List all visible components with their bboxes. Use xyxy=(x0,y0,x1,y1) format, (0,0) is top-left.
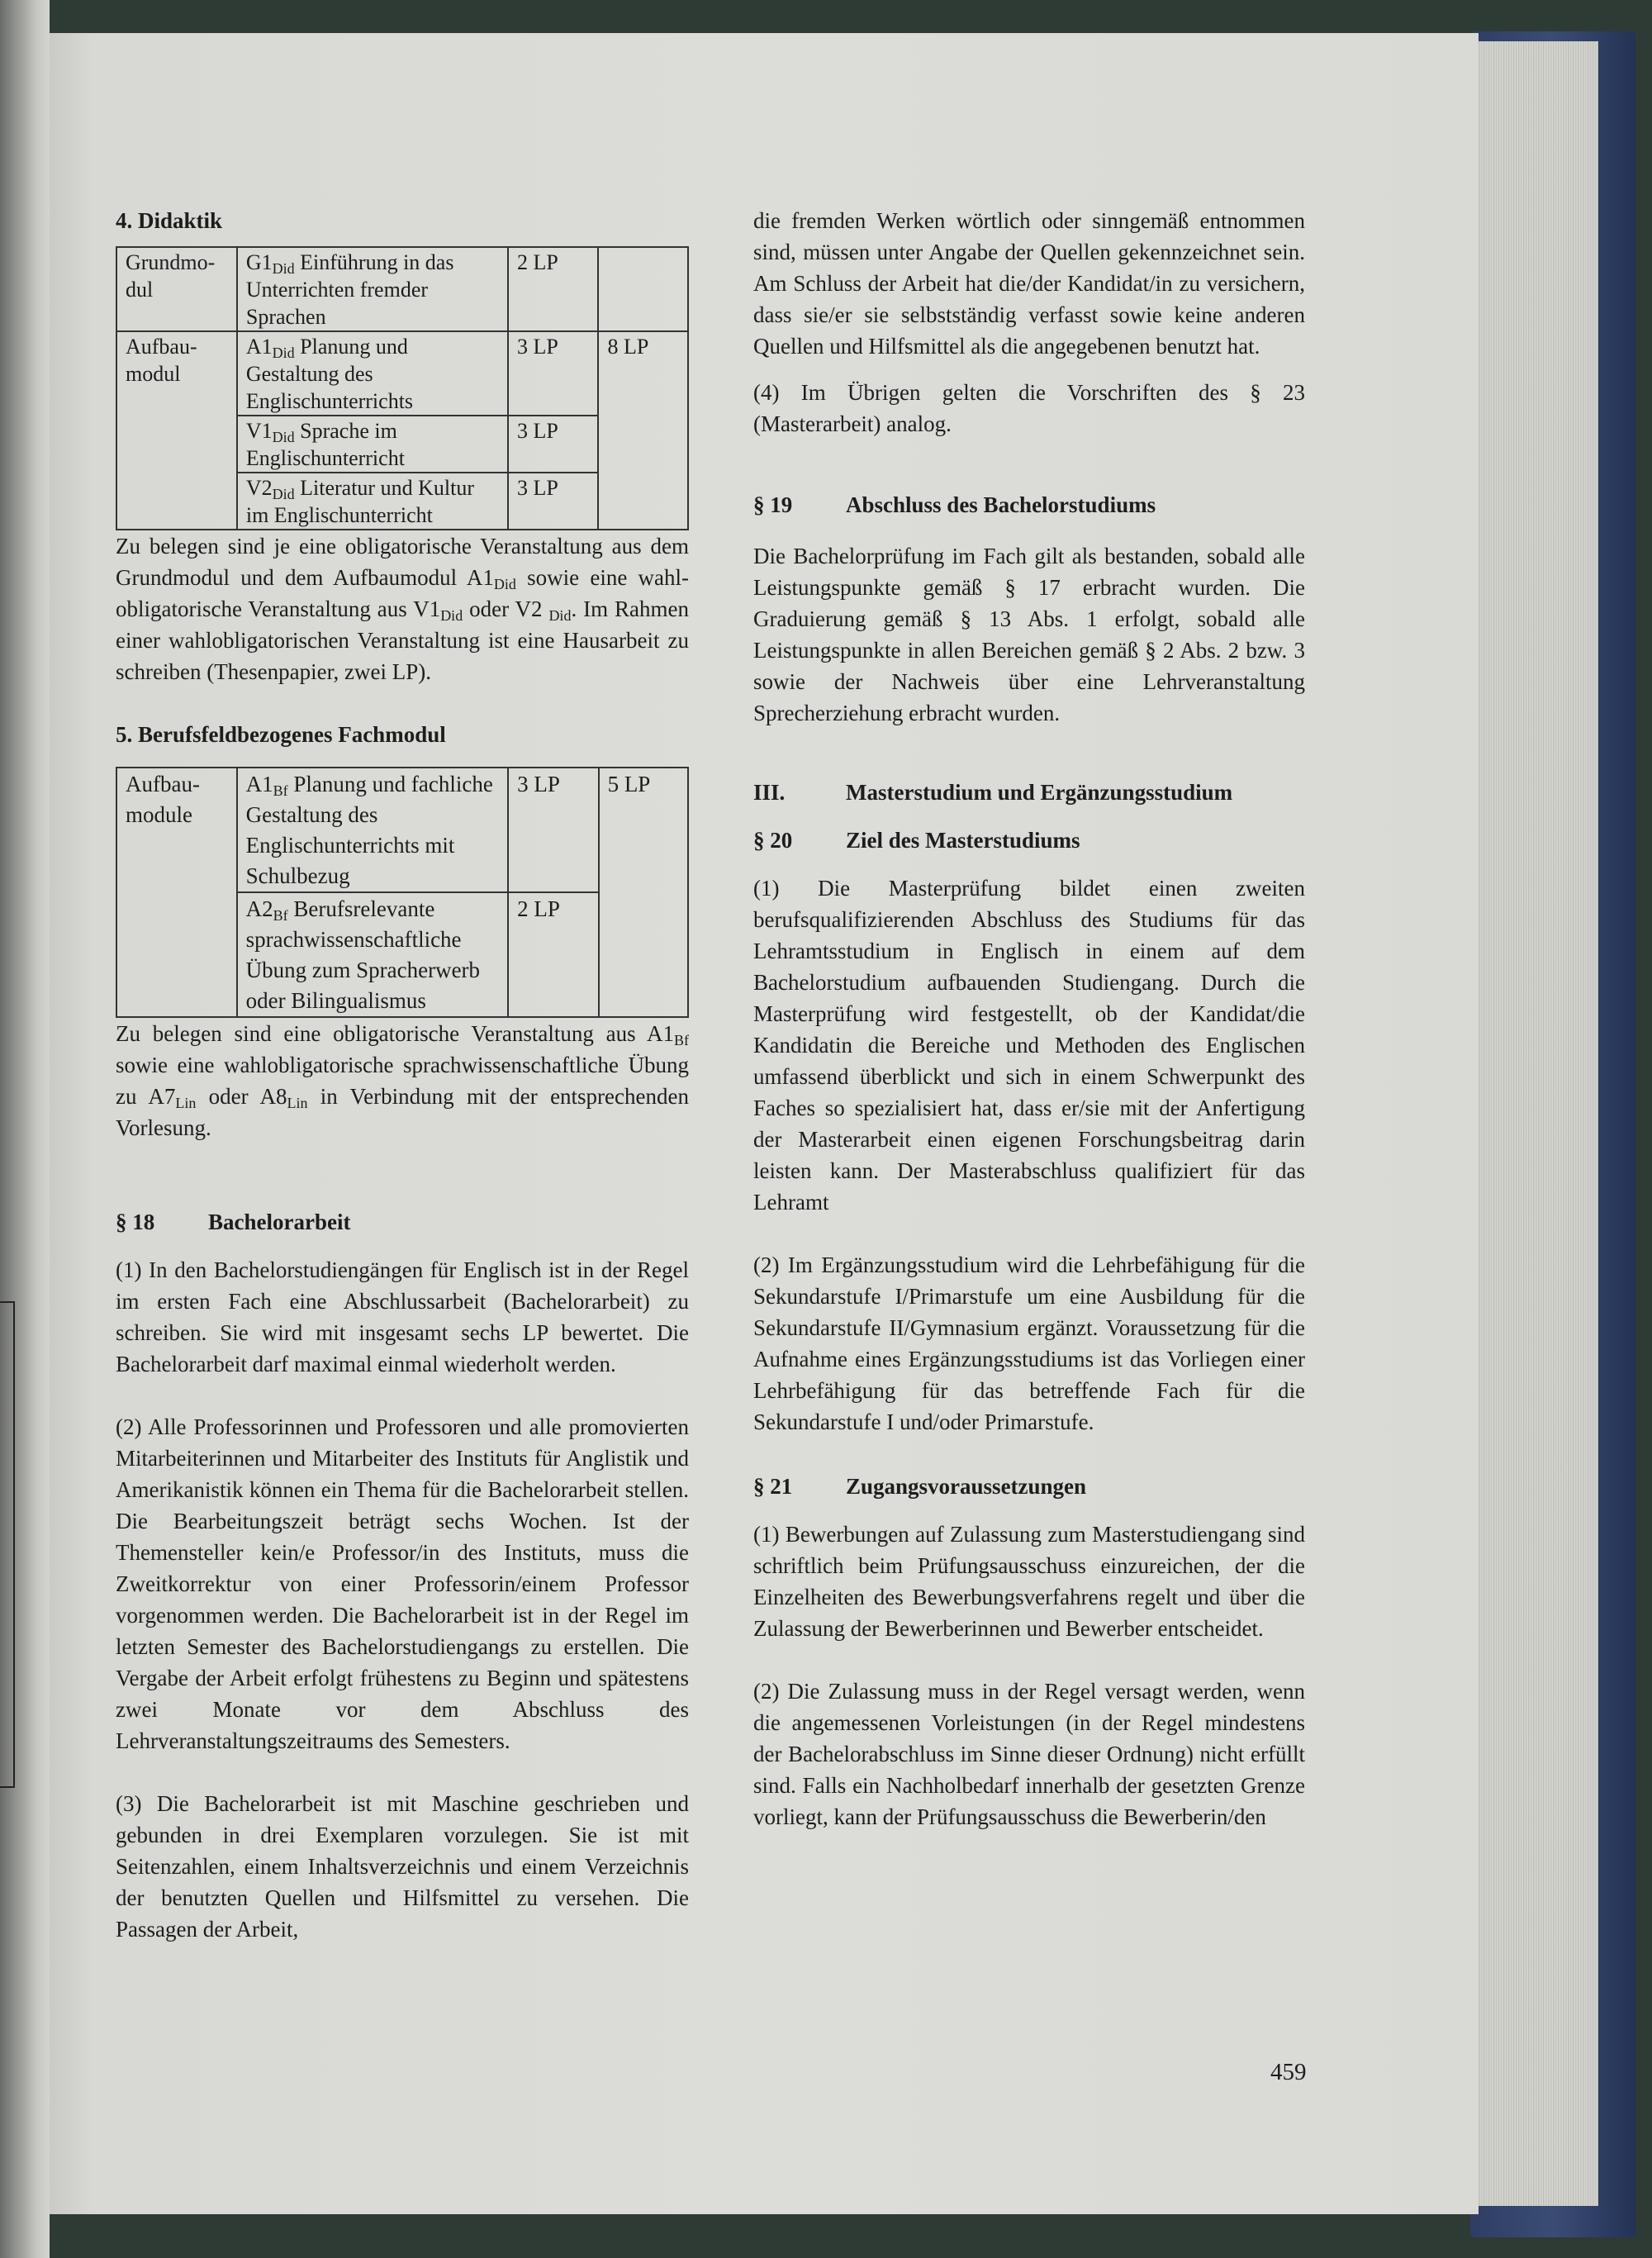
course-cell xyxy=(237,892,509,1017)
course-cell xyxy=(237,416,508,473)
paragraph: die fremden Werken wörtlich oder sinngemäß entnommen sind, müssen unter Angabe der Quellen gekennzeichnet sein. Am Schluss der Arbeit hat die/der Kandidat/in zu versichern, dass sie/er sie selbstständig verfasst sowie keine anderen Quellen und Hilfsmittel als die angegebenen benutzt hat. xyxy=(753,208,1305,359)
didaktik-heading: 4. Didaktik xyxy=(116,208,223,233)
paragraph: (2) Alle Professorinnen und Professoren und alle promovierten Mitarbeiterinnen und Mitarbeiter des Instituts für Anglistik und Amerikanistik können ein Thema für die Bachelorarbeit stellen. Die Bearbeitungszeit beträgt sechs Wochen. Ist der Themensteller kein/e Professor/in des Instituts, muss die Zweitkorrektur von einer Professorin/einem Professor vorgenommen werden. Die Bachelorarbeit ist in der Regel im letzten Semester des Bachelorstudiengangs zu erstellen. Die Vergabe der Arbeit erfolgt frühestens zu Beginn und spätestens zwei Monate vor dem Abschluss des Lehrveranstaltungszeitraums des Semesters. xyxy=(116,1414,689,1753)
section-18-heading xyxy=(116,1206,689,1238)
course-sub: Did xyxy=(272,345,295,361)
part-3-heading xyxy=(753,777,1305,808)
paragraph: (4) Im Übrigen gelten die Vorschriften des § 23 (Masterarbeit) analog. xyxy=(753,380,1305,436)
course-title: Berufsrelevante sprachwissenschaftliche Übung zum Spracherwerb oder Bilingualismus xyxy=(245,896,481,1013)
paragraph: (1) Bewerbungen auf Zulassung zum Masterstudiengang sind schriftlich beim Prüfungsausschuss einzureichen, der die Einzelheiten des Bewerbungsverfahrens regelt und über die Zulassung der Bewerberinnen und Bewerber entscheidet. xyxy=(753,1522,1305,1641)
course-code: V1 xyxy=(413,597,441,621)
note-text: in Verbindung mit der entsprechenden Vorlesung. xyxy=(116,1084,689,1140)
course-title: Einführung in das Unterrichten fremder Sprachen xyxy=(245,250,454,329)
section-number: § 21 xyxy=(753,1474,793,1499)
didaktik-note xyxy=(116,530,689,687)
course-code: V2 xyxy=(245,476,273,500)
course-sub: Did xyxy=(440,607,463,624)
course-sub: Did xyxy=(548,607,572,624)
course-code: A2 xyxy=(245,896,273,921)
berufsfeld-heading: 5. Berufsfeldbezogenes Fachmodul xyxy=(116,722,446,747)
course-sub: Bf xyxy=(674,1032,689,1048)
section-19-heading xyxy=(753,489,1305,521)
course-title: Sprache im Englischunterricht xyxy=(245,419,405,470)
course-sub: Did xyxy=(272,429,295,445)
total-lp-cell: 8 LP xyxy=(598,331,688,530)
section-number: § 20 xyxy=(753,828,793,853)
lp-cell: 3 LP xyxy=(508,768,598,892)
paragraph: (1) In den Bachelorstudiengängen für Englisch ist in der Regel im ersten Fach eine Abschlussarbeit (Bachelorarbeit) zu schreiben. Sie wird mit insgesamt sechs LP bewertet. Die Bachelorarbeit darf maximal einmal wiederholt werden. xyxy=(116,1257,689,1376)
lp-cell: 3 LP xyxy=(508,473,599,530)
course-title: Literatur und Kultur im Englischunterricht xyxy=(245,476,474,527)
module-cell: Grundmo-dul xyxy=(116,247,237,331)
total-lp-cell: 5 LP xyxy=(599,768,688,1017)
course-cell xyxy=(237,247,508,331)
course-cell xyxy=(237,768,509,892)
course-cell xyxy=(237,473,508,530)
part-number: III. xyxy=(753,780,786,805)
section-number: § 18 xyxy=(116,1210,155,1234)
paragraph: (2) Im Ergänzungsstudium wird die Lehrbefähigung für die Sekundarstufe I/Primarstufe um eine Ausbildung für die Sekundarstufe II/Gymnasium ergänzt. Voraussetzung für die Aufnahme eines Ergänzungsstudiums ist das Vorliegen einer Lehrbefähigung für das betreffende Fach für die Sekundarstufe I und/oder Primarstufe. xyxy=(753,1253,1305,1434)
lp-cell: 3 LP xyxy=(508,331,599,416)
note-text: oder xyxy=(196,1084,260,1109)
note-text: oder xyxy=(463,597,515,621)
section-title: Bachelorarbeit xyxy=(208,1210,351,1234)
section-number: § 19 xyxy=(753,492,793,517)
course-sub: Did xyxy=(493,576,516,592)
table-row xyxy=(116,247,688,331)
course-code: V1 xyxy=(245,419,273,443)
paragraph: (3) Die Bachelorarbeit ist mit Maschine geschrieben und gebunden in drei Exemplaren vorzulegen. Sie ist mit Seitenzahlen, einem Inhaltsverzeichnis und einem Verzeichnis der benutzten Quellen und Hilfsmittel zu versehen. Die Passagen der Arbeit, xyxy=(116,1791,689,1942)
paragraph: (2) Die Zulassung muss in der Regel versagt werden, wenn die angemessenen Vorleistungen (in der Regel mindestens der Bachelorabschluss im Sinne dieser Ordnung) nicht erfüllt sind. Falls ein Nachholbedarf innerhalb der gesetzten Grenze vorliegt, kann der Prüfungsausschuss die Bewerberin/den xyxy=(753,1679,1305,1829)
course-code: A1 xyxy=(647,1021,674,1046)
right-column xyxy=(753,205,1305,1833)
left-column xyxy=(116,205,689,1945)
course-code: A7 xyxy=(148,1084,176,1109)
module-cell: Aufbau-module xyxy=(116,768,237,1017)
previous-page-edge xyxy=(0,0,50,2258)
part-title: Masterstudium und Ergänzungsstudium xyxy=(846,780,1233,805)
course-code: G1 xyxy=(245,250,273,274)
section-20-heading xyxy=(753,825,1305,856)
note-text: Zu belegen sind eine obligatorische Veranstaltung aus xyxy=(116,1021,647,1046)
lp-cell: 2 LP xyxy=(508,892,598,1017)
table-row xyxy=(116,331,688,416)
course-sub: Did xyxy=(272,260,295,277)
section-title: Zugangsvoraussetzungen xyxy=(846,1474,1087,1499)
course-sub: Lin xyxy=(175,1095,197,1111)
note-text: sowie eine wahl-obligatorische Veranstaltung aus xyxy=(116,565,690,621)
berufsfeld-note xyxy=(116,1018,689,1143)
module-cell: Aufbau-modul xyxy=(116,331,237,530)
course-sub: Did xyxy=(272,486,295,502)
didaktik-table xyxy=(116,246,689,530)
paragraph: (1) Die Masterprüfung bildet einen zweiten berufsqualifizierenden Abschluss des Studiums für das Lehramtsstudium in Englisch in einem auf dem Bachelorstudium aufbauenden Studiengang. Durch die Masterprüfung wird festgestellt, ob der Kandidat/die Kandidatin die Bereiche und Methoden des Englischen umfassend überblickt und sich in einem Schwerpunkt des Faches so spezialisiert hat, dass er/sie mit der Anfertigung der Masterarbeit einen eigenen Forschungsbeitrag darin leisten kann. Der Masterabschluss qualifiziert für das Lehramt xyxy=(753,876,1305,1215)
page-stack-edge xyxy=(1479,41,1598,2206)
course-title: Planung und Gestaltung des Englischunterrichts xyxy=(245,335,414,413)
course-sub: Lin xyxy=(287,1095,308,1111)
paragraph: Die Bachelorprüfung im Fach gilt als bestanden, sobald alle Leistungspunkte gemäß § 17 erbracht wurden. Die Graduierung gemäß § 13 Abs. 1 erfolgt, sobald alle Leistungspunkte in allen Bereichen gemäß § 2 Abs. 2 bzw. 3 sowie der Nachweis über eine Lehrveranstaltung Sprecherziehung erbracht wurden. xyxy=(753,544,1305,725)
course-code: A8 xyxy=(259,1084,287,1109)
course-sub: Bf xyxy=(273,907,288,924)
course-code: A1 xyxy=(245,772,273,796)
note-text: Zu belegen sind je eine obligatorische Veranstaltung aus dem Grundmodul und dem Aufbaumodul xyxy=(116,534,689,590)
table-row xyxy=(116,768,688,892)
section-21-heading xyxy=(753,1471,1305,1502)
course-cell xyxy=(237,331,508,416)
course-code: A1 xyxy=(466,565,494,590)
course-sub: Bf xyxy=(273,782,288,799)
empty-cell xyxy=(598,247,688,331)
previous-page-table-fragment xyxy=(0,1301,15,1788)
course-title: Planung und fachliche Gestaltung des Englischunterrichts mit Schulbezug xyxy=(245,772,493,888)
berufsfeld-table xyxy=(116,767,689,1018)
section-title: Abschluss des Bachelorstudiums xyxy=(846,492,1156,517)
course-code: A1 xyxy=(245,335,273,359)
note-text: sowie eine wahlobligatorische sprachwissenschaftliche Übung zu xyxy=(116,1053,689,1109)
lp-cell: 2 LP xyxy=(508,247,599,331)
lp-cell: 3 LP xyxy=(508,416,599,473)
section-title: Ziel des Masterstudiums xyxy=(846,828,1080,853)
note-text: . Im Rahmen einer wahlobligatorischen Veranstaltung ist eine Hausarbeit zu schreiben (Thesenpapier, zwei LP). xyxy=(116,597,689,684)
course-code: V2 xyxy=(515,597,549,621)
page-number: 459 xyxy=(1270,2059,1307,2085)
